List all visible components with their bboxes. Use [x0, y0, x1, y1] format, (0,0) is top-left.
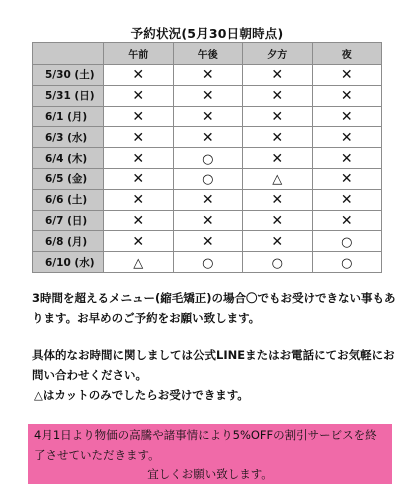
available-mark: ○: [271, 255, 283, 271]
note-triangle-text: △はカットのみでしたらお受けできます。: [34, 388, 249, 402]
slot-cell: [312, 168, 382, 189]
slot-cell: [243, 189, 313, 210]
available-mark: ○: [202, 172, 214, 188]
unavailable-mark: ✕: [271, 129, 284, 146]
slot-cell: [312, 210, 382, 231]
note-contact-text: 具体的なお時間に関しましては公式LINEまたはお電話にてお気軽にお問い合わせください。: [32, 348, 395, 382]
slot-cell: [104, 106, 174, 127]
slot-cell: [243, 127, 313, 148]
unavailable-mark: ✕: [271, 212, 284, 229]
unavailable-mark: ✕: [201, 88, 214, 105]
unavailable-mark: ✕: [271, 192, 284, 209]
slot-cell: [104, 85, 174, 106]
row-date: 6/4 (木): [33, 148, 104, 169]
slot-cell: [243, 252, 313, 273]
limited-mark: △: [133, 255, 144, 271]
row-date: 6/6 (土): [33, 189, 104, 210]
column-header-night: 夜: [312, 43, 382, 65]
slot-cell: [173, 210, 243, 231]
unavailable-mark: ✕: [340, 67, 353, 84]
slot-cell: [312, 127, 382, 148]
unavailable-mark: ✕: [132, 192, 145, 209]
slot-cell: [104, 210, 174, 231]
slot-cell: [312, 106, 382, 127]
table-row: [33, 252, 382, 273]
unavailable-mark: ✕: [340, 108, 353, 125]
slot-cell: [173, 106, 243, 127]
note-long-menu: 3時間を超えるメニュー(縮毛矯正)の場合〇でもお受けできない事もあります。お早めのご予約をお願い致します。: [32, 291, 396, 325]
page-title: 予約状況(5月30日朝時点): [130, 26, 284, 41]
slot-cell: [104, 168, 174, 189]
slot-cell: [243, 106, 313, 127]
slot-cell: [243, 85, 313, 106]
unavailable-mark: ✕: [340, 192, 353, 209]
unavailable-mark: ✕: [340, 171, 353, 188]
unavailable-mark: ✕: [340, 150, 353, 167]
column-header-evening: 夕方: [243, 43, 313, 65]
header-corner: [33, 43, 104, 65]
unavailable-mark: ✕: [201, 129, 214, 146]
slot-cell: [173, 231, 243, 252]
limited-mark: △: [272, 172, 283, 188]
unavailable-mark: ✕: [132, 150, 145, 167]
unavailable-mark: ✕: [271, 150, 284, 167]
unavailable-mark: ✕: [201, 233, 214, 250]
note-contact: [32, 345, 402, 405]
row-date: 6/1 (月): [33, 106, 104, 127]
unavailable-mark: ✕: [132, 88, 145, 105]
unavailable-mark: ✕: [201, 212, 214, 229]
unavailable-mark: ✕: [340, 129, 353, 146]
slot-cell: [104, 65, 174, 86]
slot-cell: [312, 252, 382, 273]
banner-closing-text: 宜しくお願い致します。: [147, 467, 273, 481]
slot-cell: [104, 252, 174, 273]
slot-cell: [173, 85, 243, 106]
table-body: [33, 65, 382, 273]
table-row: [33, 210, 382, 231]
table-row: [33, 65, 382, 86]
unavailable-mark: ✕: [132, 108, 145, 125]
slot-cell: [173, 148, 243, 169]
row-date: 6/7 (日): [33, 210, 104, 231]
slot-cell: [104, 127, 174, 148]
row-date: 5/30 (土): [33, 65, 104, 86]
slot-cell: [312, 85, 382, 106]
row-date: 6/8 (月): [33, 231, 104, 252]
unavailable-mark: ✕: [132, 67, 145, 84]
slot-cell: [104, 189, 174, 210]
row-date: 6/5 (金): [33, 168, 104, 189]
available-mark: ○: [202, 255, 214, 271]
unavailable-mark: ✕: [201, 192, 214, 209]
table-row: [33, 85, 382, 106]
slot-cell: [104, 231, 174, 252]
slot-cell: [243, 231, 313, 252]
unavailable-mark: ✕: [271, 88, 284, 105]
unavailable-mark: ✕: [271, 67, 284, 84]
row-date: 6/3 (水): [33, 127, 104, 148]
slot-cell: [173, 127, 243, 148]
table-row: [33, 168, 382, 189]
slot-cell: [173, 65, 243, 86]
slot-cell: [243, 148, 313, 169]
unavailable-mark: ✕: [201, 108, 214, 125]
table-row: [33, 127, 382, 148]
table-row: [33, 231, 382, 252]
slot-cell: [173, 189, 243, 210]
unavailable-mark: ✕: [340, 212, 353, 229]
unavailable-mark: ✕: [132, 129, 145, 146]
slot-cell: [173, 252, 243, 273]
unavailable-mark: ✕: [132, 233, 145, 250]
slot-cell: [243, 210, 313, 231]
column-header-morning: 午前: [104, 43, 174, 65]
slot-cell: [312, 148, 382, 169]
slot-cell: [173, 168, 243, 189]
unavailable-mark: ✕: [340, 88, 353, 105]
slot-cell: [312, 65, 382, 86]
unavailable-mark: ✕: [201, 67, 214, 84]
reservation-table: [32, 42, 382, 273]
table-row: [33, 106, 382, 127]
unavailable-mark: ✕: [271, 233, 284, 250]
available-mark: ○: [202, 151, 214, 167]
slot-cell: [312, 189, 382, 210]
row-date: 5/31 (日): [33, 85, 104, 106]
slot-cell: [104, 148, 174, 169]
available-mark: ○: [341, 234, 353, 250]
column-header-afternoon: 午後: [173, 43, 243, 65]
table-header-row: [33, 43, 382, 65]
unavailable-mark: ✕: [132, 212, 145, 229]
slot-cell: [243, 65, 313, 86]
banner-text: 4月1日より物価の高騰や諸事情により5%OFFの割引サービスを終了させていただきます。: [34, 428, 377, 462]
slot-cell: [243, 168, 313, 189]
unavailable-mark: ✕: [132, 171, 145, 188]
row-date: 6/10 (水): [33, 252, 104, 273]
unavailable-mark: ✕: [271, 108, 284, 125]
discount-end-banner: [28, 424, 392, 484]
available-mark: ○: [341, 255, 353, 271]
table-row: [33, 189, 382, 210]
table-row: [33, 148, 382, 169]
slot-cell: [312, 231, 382, 252]
